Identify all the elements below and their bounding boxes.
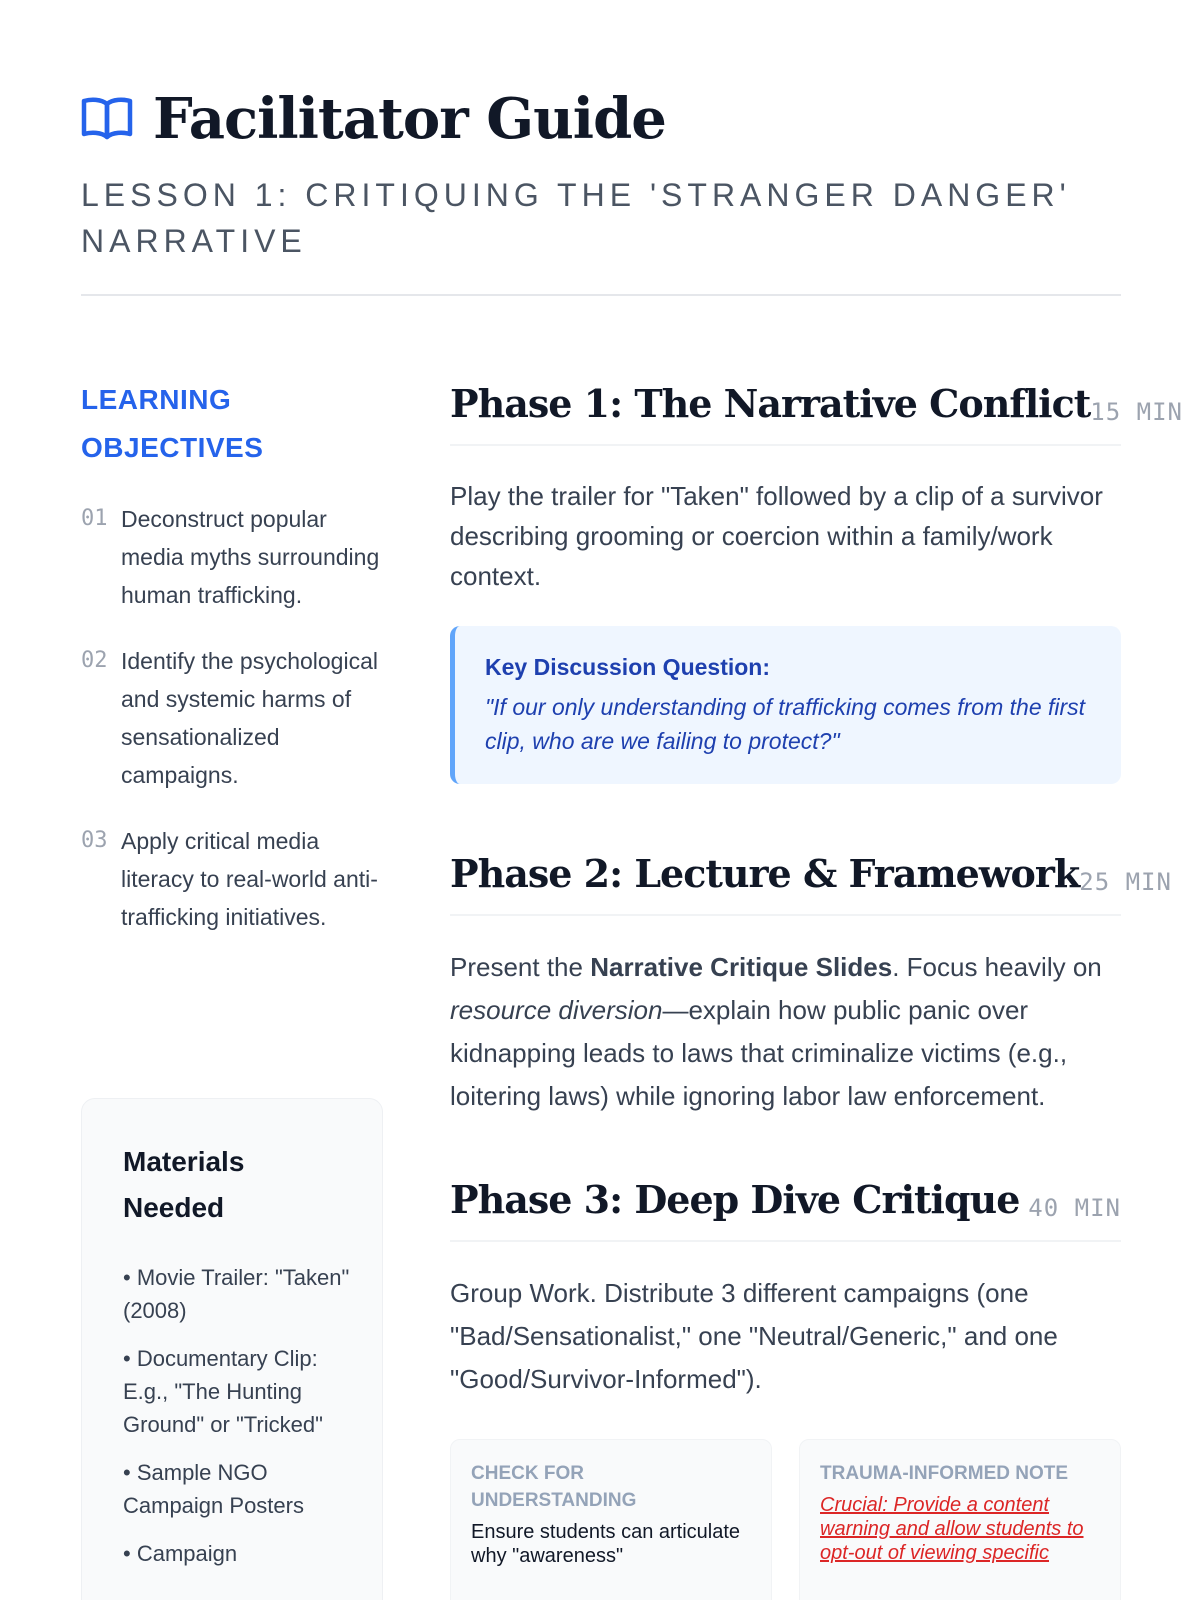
objective-item xyxy=(81,642,383,794)
objective-text: Apply critical media literacy to real-world anti-trafficking initiatives. xyxy=(121,828,378,930)
phase-header xyxy=(450,1172,1121,1242)
resource-diversion-emphasis: resource diversion xyxy=(450,995,663,1025)
objective-number: 02 xyxy=(81,648,108,673)
phase-title: Phase 3: Deep Dive Critique xyxy=(450,1177,1020,1222)
objective-item xyxy=(81,500,383,614)
phase-header xyxy=(450,846,1172,916)
phase-duration: 40 MIN xyxy=(1028,1194,1121,1222)
materials-heading: Materials Needed xyxy=(123,1146,245,1223)
book-open-icon xyxy=(81,93,133,145)
objectives-list xyxy=(81,500,383,936)
page-title: Facilitator Guide xyxy=(153,86,666,152)
card-label: TRAUMA-INFORMED NOTE xyxy=(820,1463,1069,1484)
objective-number: 03 xyxy=(81,828,108,853)
phase-description xyxy=(450,946,1121,1118)
material-item: • Campaign xyxy=(123,1537,352,1570)
objective-text: Deconstruct popular media myths surrounding human trafficking. xyxy=(121,506,380,608)
lesson-subtitle: LESSON 1: CRITIQUING THE 'STRANGER DANGER' NARRATIVE xyxy=(81,177,1071,259)
card-text: Ensure students can articulate why "awareness" xyxy=(471,1521,741,1567)
main-content xyxy=(450,376,1183,1600)
phase-2-section xyxy=(450,846,1172,1118)
header-divider xyxy=(81,294,1121,296)
card-label: CHECK FOR UNDERSTANDING xyxy=(471,1463,637,1511)
understanding-card xyxy=(450,1439,772,1600)
material-item: • Movie Trailer: "Taken" (2008) xyxy=(123,1261,352,1327)
phase-3-section xyxy=(450,1172,1121,1600)
callout-quote: "If our only understanding of trafficking comes from the first clip, who are we failing to protect?" xyxy=(485,694,1086,754)
materials-panel xyxy=(81,1098,383,1600)
phase-duration: 25 MIN xyxy=(1079,868,1172,896)
phase-description: Play the trailer for "Taken" followed by a clip of a survivor describing grooming or coercion within a family/work context. xyxy=(450,481,1103,591)
phase-1-section xyxy=(450,376,1183,784)
objectives-heading: LEARNING OBJECTIVES xyxy=(81,384,264,463)
material-item: • Documentary Clip: E.g., "The Hunting Ground" or "Tricked" xyxy=(123,1342,352,1441)
trauma-note-card xyxy=(799,1439,1121,1600)
page-header xyxy=(81,84,1121,264)
phase-header xyxy=(450,376,1183,446)
phase-text: Present the xyxy=(450,952,591,982)
objective-number: 01 xyxy=(81,506,108,531)
phase-title: Phase 1: The Narrative Conflict xyxy=(450,381,1091,426)
phase-duration: 15 MIN xyxy=(1090,398,1183,426)
phase-title: Phase 2: Lecture & Framework xyxy=(450,851,1080,896)
phase-text: . Focus heavily on xyxy=(892,952,1102,982)
objective-item xyxy=(81,822,383,936)
facilitator-guide-page xyxy=(81,0,1183,1600)
warning-text: Crucial: Provide a content warning and allow students to opt-out of viewing specific xyxy=(820,1494,1084,1564)
title-row xyxy=(81,84,1121,154)
slides-emphasis: Narrative Critique Slides xyxy=(590,952,893,982)
materials-list xyxy=(123,1261,352,1570)
callout-label: Key Discussion Question: xyxy=(485,654,771,680)
material-item: • Sample NGO Campaign Posters xyxy=(123,1456,352,1522)
sidebar xyxy=(81,376,383,964)
phase-description: Group Work. Distribute 3 different campaigns (one "Bad/Sensationalist," one "Neutral/Generic," and one "Good/Survivor-Informed"). xyxy=(450,1278,1058,1394)
phase-text: —explain how public panic over kidnapping leads to laws that criminalize victims (e.g., loitering laws) while ignoring labor law enforcement. xyxy=(450,995,1068,1111)
note-cards xyxy=(450,1439,1121,1600)
objective-text: Identify the psychological and systemic harms of sensationalized campaigns. xyxy=(121,648,378,788)
discussion-callout xyxy=(450,626,1121,784)
